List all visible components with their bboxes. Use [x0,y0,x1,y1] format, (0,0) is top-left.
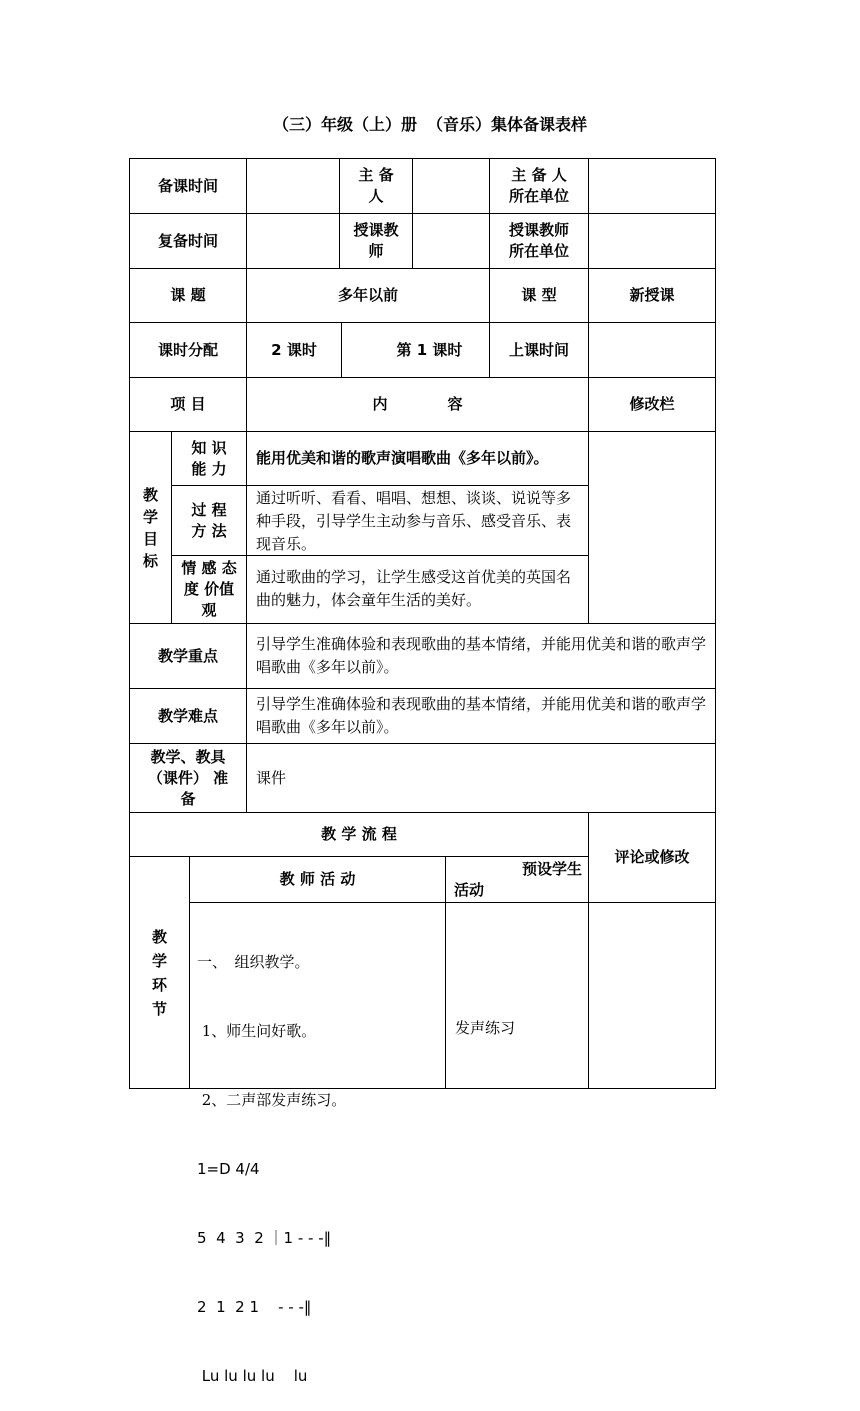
grid-line [412,158,413,268]
topic-label: 课 题 [170,286,206,304]
key-points-label: 教学重点 [157,646,218,665]
emotion-text: 通过歌曲的学习，让学生感受这首优美的英国名曲的魅力，体会童年生活的美好。 [256,568,572,609]
knowledge-label: 知 识 能 力 [191,438,227,478]
flow-title: 教 学 流 程 [321,825,397,843]
class-time-label: 上课时间 [508,340,569,359]
difficulties-text: 引导学生准确体验和表现歌曲的基本情绪，并能用优美和谐的歌声学唱歌曲《多年以前》。 [256,695,707,736]
comment-label: 评论或修改 [614,848,690,866]
title-grade: （三）年级（上）册 [272,115,417,134]
student-activity-text: 预设学生活动 [454,859,583,899]
prep-time-label: 备课时间 [157,176,218,195]
teacher-line: 1、师生问好歌。 [197,1022,317,1040]
type-value: 新授课 [629,286,675,304]
knowledge-text: 能用优美和谐的歌声演唱歌曲《多年以前》。 [256,449,549,467]
item-label: 项 目 [170,395,206,413]
main-preparer-label: 主 备 人 [358,166,394,205]
materials-label: 教学、教具（课件） 准 备 [147,747,229,808]
periods-value: 2 课时 [271,340,317,359]
process-text: 通过听听、看看、唱唱、想想、谈谈、说说等多种手段，引导学生主动参与音乐、感受音乐、表现音乐。 [256,489,572,553]
stage-label: 教 学 环 节 [151,927,167,1018]
periods-label: 课时分配 [157,340,218,359]
content-label: 内 容 [372,395,463,413]
title-subject: （音乐）集体备课表样 [427,115,588,134]
teacher-activity-content [197,905,442,1411]
teacher-line: 1=D 4/4 [197,1160,260,1178]
teacher-label: 授课教 师 [353,221,399,260]
page-title [0,112,860,135]
teacher-activity-label: 教 师 活 动 [279,870,356,888]
teacher-line: 2 1 2 1 - - -‖ [197,1298,312,1316]
revision-label: 修改栏 [629,395,675,413]
difficulties-label: 教学难点 [157,706,218,725]
type-label: 课 型 [521,286,557,304]
grid-line [246,158,247,813]
student-activity-content: 发声练习 [455,1019,516,1037]
emotion-label: 情 感 态 度 价值观 [181,559,237,619]
student-activity-label [446,857,588,902]
topic-value: 多年以前 [337,286,398,304]
grid-line [189,902,716,903]
objectives-group-label: 教 学 目 标 [142,485,158,570]
teacher-line: 5 4 3 2 ｜1 - - -‖ [197,1229,332,1247]
teacher-line: 2、二声部发声练习。 [197,1091,347,1109]
key-points-text: 引导学生准确体验和表现歌曲的基本情绪，并能用优美和谐的歌声学唱歌曲《多年以前》。 [256,635,707,676]
main-preparer-unit-label: 主 备 人 所在单位 [508,166,569,205]
period-number: 第 1 课时 [396,340,463,359]
materials-text: 课件 [256,769,287,787]
review-time-label: 复备时间 [157,231,218,250]
teacher-line: Lu lu lu lu lu [197,1367,308,1385]
teacher-unit-label: 授课教师 所在单位 [508,221,569,260]
grid-line [715,158,716,1089]
teacher-line: 一、 组织教学。 [197,953,310,971]
process-label: 过 程 方 法 [191,500,227,540]
